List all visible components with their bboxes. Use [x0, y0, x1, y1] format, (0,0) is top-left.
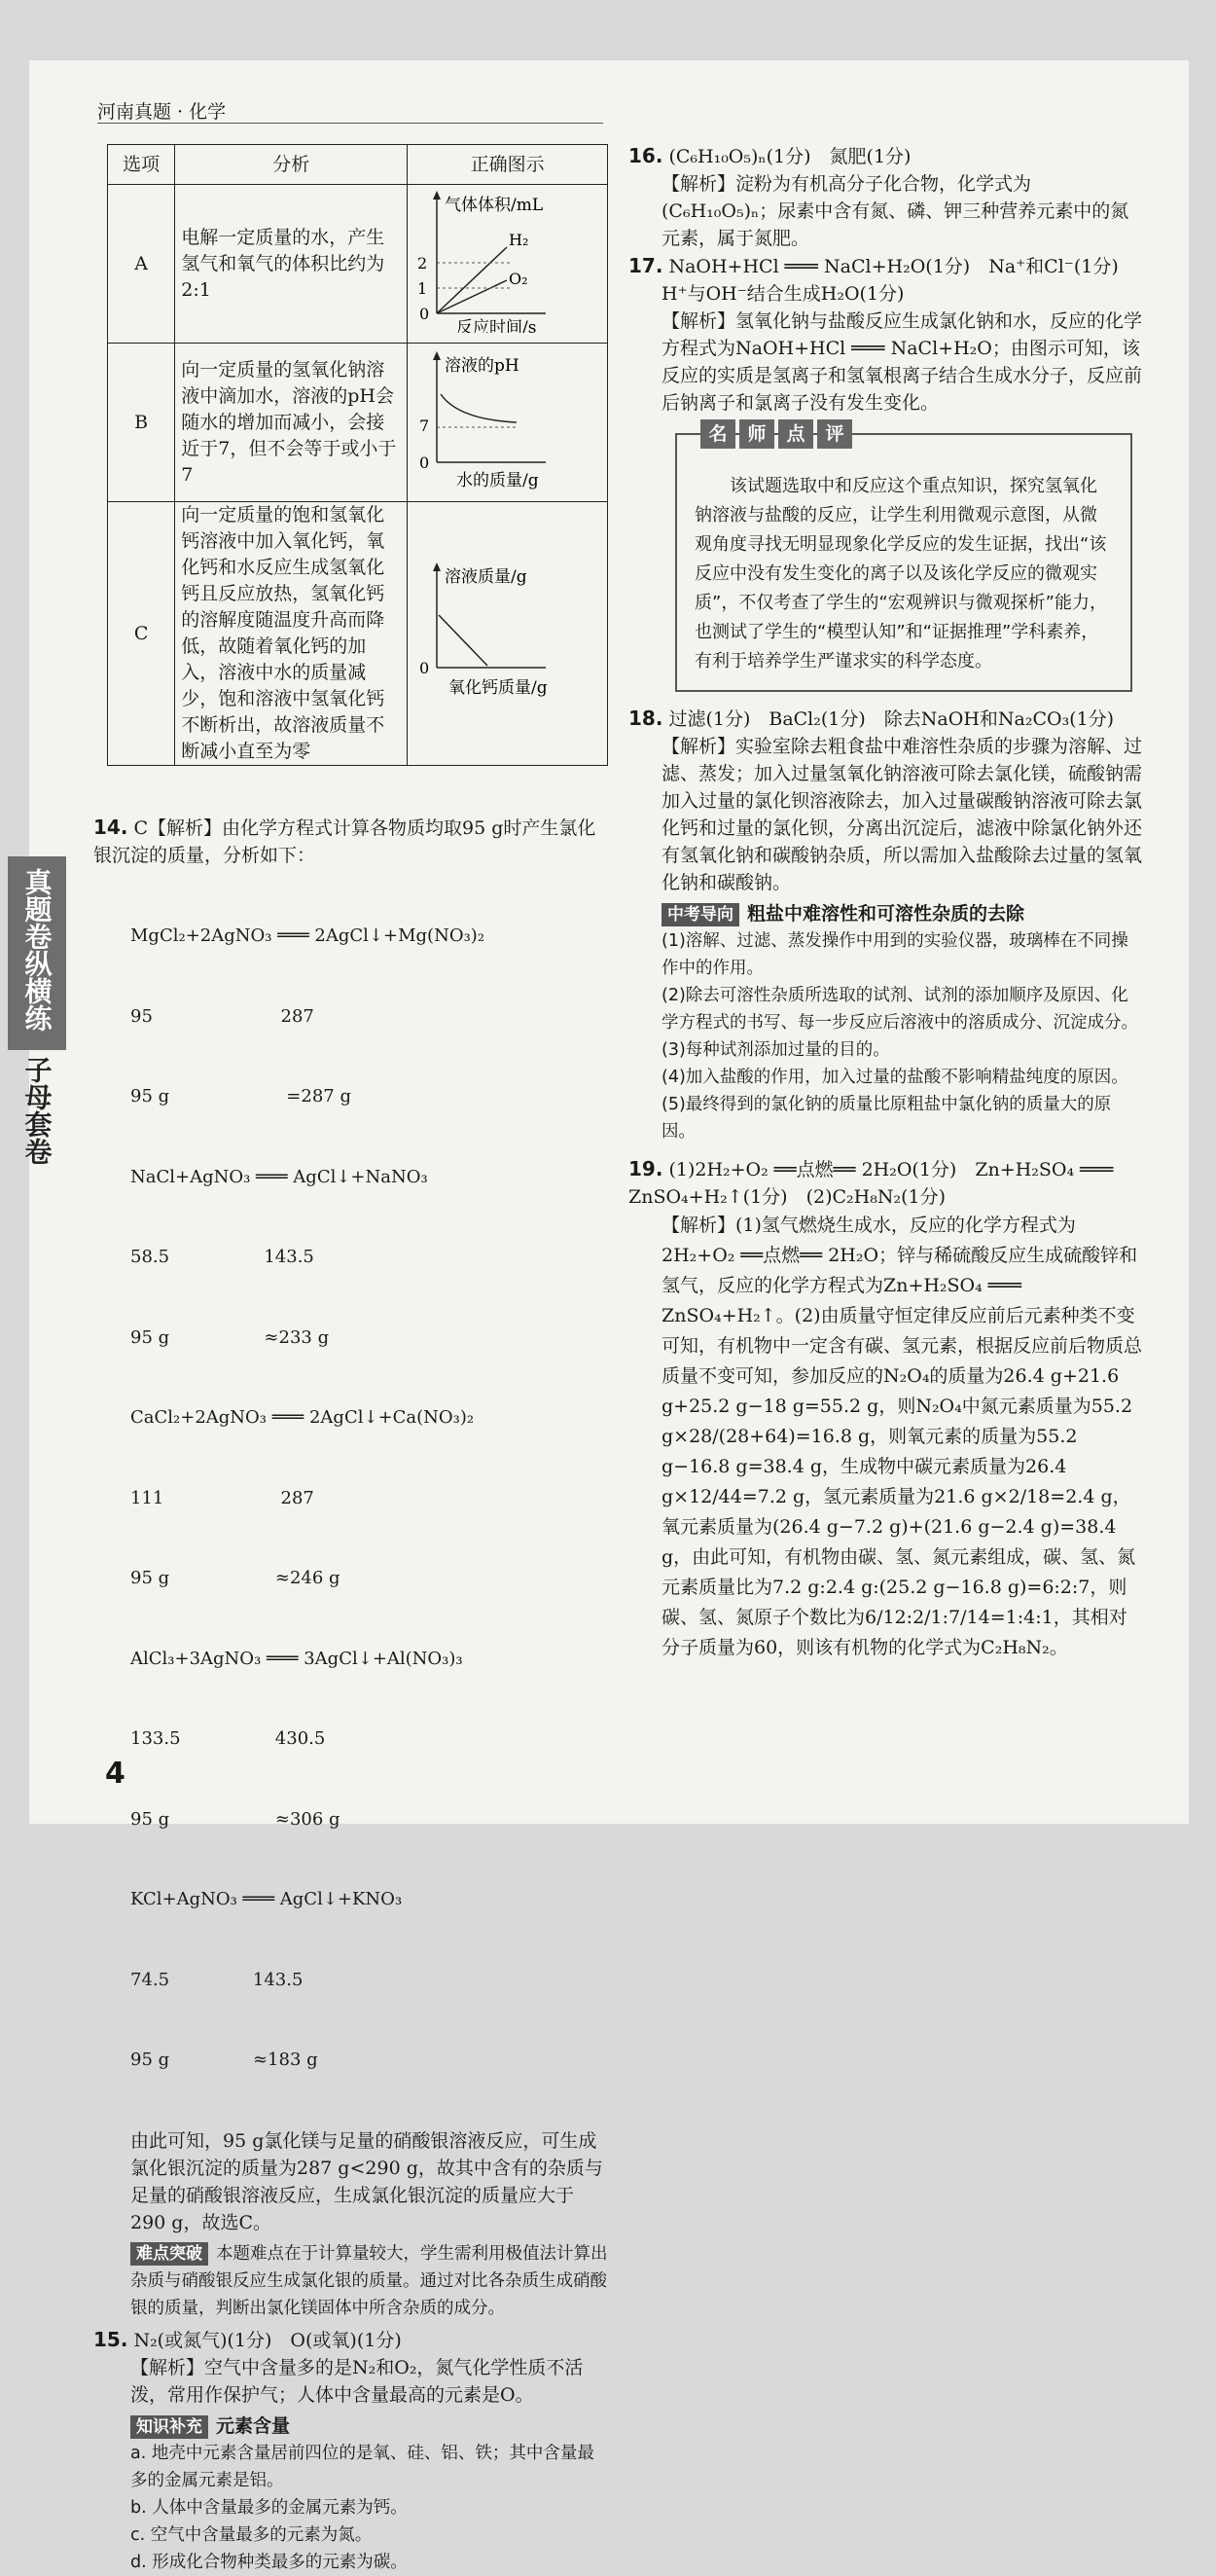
q17-number: 17. — [628, 254, 663, 277]
knowledge-title: 元素含量 — [216, 2414, 291, 2437]
graph-c-ylabel: 溶液质量/g — [445, 567, 527, 587]
q16-text: (C₆H₁₀O₅)ₙ(1分) 氮肥(1分) — [668, 146, 912, 167]
option-b: B — [108, 344, 175, 502]
exam-guide-tag: 中考导向 — [662, 903, 739, 926]
list-item: (3)每种试剂添加过量的目的。 — [662, 1040, 890, 1060]
graph-a-y2: 2 — [417, 254, 428, 272]
q19-text: (1)2H₂+O₂ ══点燃══ 2H₂O(1分) Zn+H₂SO₄ ═══ ZnSO₄+H₂↑(1分) (2)C₂H₈N₂(1分) — [628, 1159, 1114, 1208]
list-item: a. 地壳中元素含量居前四位的是氧、硅、铝、铁；其中含量最多的金属元素是铝。 — [130, 2443, 594, 2490]
q15-line — [93, 2326, 609, 2354]
title-char: 名 — [700, 419, 735, 449]
exam-guide-list — [628, 927, 1142, 1145]
th-option: 选项 — [108, 145, 175, 185]
analysis-a: 电解一定质量的水，产生氢气和氧气的体积比约为2:1 — [175, 185, 408, 344]
side-tab-series — [8, 856, 66, 1050]
eq-line: 111 287 — [130, 1487, 314, 1508]
exam-guide-title: 粗盐中难溶性和可溶性杂质的去除 — [747, 903, 1025, 925]
q15-explanation: 【解析】空气中含量多的是N₂和O₂，氮气化学性质不活泼，常用作保护气；人体中含量最高的元素是O。 — [130, 2356, 584, 2406]
graph-b-origin: 0 — [419, 454, 430, 472]
eq-line: KCl+AgNO₃ ═══ AgCl↓+KNO₃ — [130, 1889, 403, 1909]
title-char: 点 — [778, 419, 813, 449]
teacher-comment-title — [700, 419, 852, 449]
q16-explanation: 【解析】淀粉为有机高分子化合物，化学式为(C₆H₁₀O₅)ₙ；尿素中含有氮、磷、钾三种营养元素中的氮元素，属于氮肥。 — [662, 173, 1129, 249]
eq-line: 95 g ≈233 g — [130, 1326, 330, 1348]
eq-line: 95 g =287 g — [130, 1086, 351, 1107]
q18-explanation: 【解析】实验室除去粗食盐中难溶性杂质的步骤为溶解、过滤、蒸发；加入过量氢氧化钠溶液可除去氯化镁，硫酸钠需加入过量的氯化钡溶液除去，加入过量碳酸钠溶液可除去氯化钙和过量的氯化钡，分离出沉淀后，滤液中除氯化钠外还有氢氧化钠和碳酸钠杂质，所以需加入盐酸除去过量的氢氧化钠和碳酸钠。 — [662, 736, 1143, 893]
option-a: A — [108, 185, 175, 344]
title-char: 评 — [817, 419, 852, 449]
list-item: d. 形成化合物种类最多的元素为碳。 — [130, 2552, 408, 2572]
q15-text: N₂(或氮气)(1分) O(或氧)(1分) — [133, 2329, 402, 2351]
graph-a-y1: 1 — [417, 279, 428, 298]
difficulty-tag: 难点突破 — [130, 2242, 208, 2266]
side-tab-set — [8, 1056, 66, 1172]
th-analysis: 分析 — [175, 145, 408, 185]
teacher-comment-text: 该试题选取中和反应这个重点知识，探究氢氧化钠溶液与盐酸的反应，让学生利用微观示意图，从微观角度寻找无明显现象化学反应的发生证据，找出“该反应中没有发生变化的离子以及该化学反应的微观实质”，不仅考查了学生的“宏观辨识与微观探析”能力，也测试了学生的“模型认知”和“证据推理”学科素养，有利于培养学生严谨求实的科学态度。 — [695, 476, 1107, 671]
page-number: 4 — [105, 1757, 125, 1791]
header-divider — [97, 123, 603, 124]
eq-line: 95 g ≈246 g — [130, 1568, 340, 1588]
q14-conclusion: 由此可知，95 g氯化镁与足量的硝酸银溶液反应，可生成氯化银沉淀的质量为287 g<290 g，故其中含有的杂质与足量的硝酸银溶液反应，生成氯化银沉淀的质量应大于290 g，故选C。 — [130, 2129, 603, 2233]
graph-b-ylabel: 溶液的pH — [445, 356, 519, 376]
graph-b-xlabel: 水的质量/g — [456, 471, 539, 490]
q17-line — [628, 252, 1142, 280]
q14-text: C【解析】由化学方程式计算各物质均取95 g时产生氯化银沉淀的质量，分析如下： — [93, 817, 596, 866]
graph-c-cell — [408, 502, 608, 766]
list-item: (5)最终得到的氯化钠的质量比原粗盐中氯化钠的质量大的原因。 — [662, 1095, 1112, 1142]
teacher-comment-box — [675, 423, 1132, 692]
option-c: C — [108, 502, 175, 766]
list-item: (2)除去可溶性杂质所选取的试剂、试剂的添加顺序及原因、化学方程式的书写、每一步反应后溶液中的溶质成分、沉淀成分。 — [662, 986, 1138, 1033]
eq-line: 58.5 143.5 — [130, 1247, 314, 1267]
list-item: (1)溶解、过滤、蒸发操作中用到的实验仪器，玻璃棒在不同操作中的作用。 — [662, 931, 1128, 978]
eq-line: 95 g ≈306 g — [130, 1808, 340, 1830]
analysis-b: 向一定质量的氢氧化钠溶液中滴加水，溶液的pH会随水的增加而减小，会接近于7，但不会等于或小于7 — [175, 344, 408, 502]
page-header-title: 河南真题 · 化学 — [97, 101, 227, 123]
right-column-bottom — [628, 705, 1142, 1663]
graph-c — [410, 557, 600, 703]
exam-guide-heading — [628, 900, 1142, 927]
difficulty-note — [93, 2240, 609, 2322]
q14-equations — [93, 869, 609, 2127]
eq-line: 74.5 143.5 — [130, 1969, 304, 1990]
q17-text: NaOH+HCl ═══ NaCl+H₂O(1分) Na⁺和Cl⁻(1分) — [668, 256, 1119, 277]
graph-a-o2-line — [437, 280, 507, 313]
list-item: b. 人体中含量最多的金属元素为钙。 — [130, 2497, 408, 2518]
graph-b-cell — [408, 344, 608, 502]
q19-number: 19. — [628, 1157, 663, 1180]
graph-b-curve — [441, 394, 517, 422]
graph-a-h2-label: H₂ — [509, 231, 529, 249]
eq-line: 95 287 — [130, 1005, 314, 1027]
title-char: 师 — [739, 419, 774, 449]
graph-c-xlabel: 氧化钙质量/g — [448, 678, 548, 698]
eq-line: 133.5 430.5 — [130, 1728, 326, 1749]
q16-number: 16. — [628, 144, 663, 167]
q18-line — [628, 705, 1142, 733]
graph-a-xlabel: 反应时间/s — [456, 318, 537, 333]
q14-number: 14. — [93, 816, 128, 839]
difficulty-text: 本题难点在于计算量较大，学生需利用极值法计算出杂质与硝酸银反应生成氯化银的质量。通过对比各杂质生成硝酸银的质量，判断出氯化镁固体中所含杂质的成分。 — [130, 2243, 608, 2318]
q19-explanation: 【解析】(1)氢气燃烧生成水，反应的化学方程式为2H₂+O₂ ══点燃══ 2H₂O；锌与稀硫酸反应生成硫酸锌和氢气，反应的化学方程式为Zn+H₂SO₄ ═══ ZnSO₄+H₂↑。(2)由质量守恒定律反应前后元素种类不变可知，有机物中一定含有碳、氢元素，根据反应前后物质总质量不变可知，参加反应的N₂O₄的质量为26.4 g+21.6 g+25.2 g−18 g=55.2 g，则N₂O₄中氮元素质量为55.2 g×28/(28+64)=16.8 g，则氧元素的质量为55.2 g−16.8 g=38.4 g，生成物中碳元素质量为26.4 g×12/44=7.2 g，氢元素质量为21.6 g×2/18=2.4 g，氧元素质量为(26.4 g−7.2 g)+(21.6 g−2.4 g)=38.4 g，由此可知，有机物由碳、氢、氮元素组成，碳、氢、氮元素质量比为7.2 g:2.4 g:(25.2 g−16.8 g)=6:2:7，则碳、氢、氮原子个数比为6/12:2/1:7/14=1:4:1，其相对分子质量为60，则该有机物的化学式为C₂H₈N₂。 — [662, 1215, 1143, 1658]
options-table — [107, 144, 608, 766]
graph-a — [410, 187, 600, 333]
knowledge-heading — [93, 2413, 609, 2440]
graph-a-h2-line — [437, 247, 507, 313]
q14-line — [93, 814, 609, 869]
analysis-c: 向一定质量的饱和氢氧化钙溶液中加入氧化钙，氧化钙和水反应生成氢氧化钙且反应放热，氢氧化钙的溶解度随温度升高而降低，故随着氧化钙的加入，溶液中水的质量减少，饱和溶液中氢氧化钙不断析出，故溶液质量不断减小直至为零 — [175, 502, 408, 766]
graph-b-y7: 7 — [419, 417, 430, 435]
eq-line: MgCl₂+2AgNO₃ ═══ 2AgCl↓+Mg(NO₃)₂ — [130, 925, 485, 946]
knowledge-tag: 知识补充 — [130, 2415, 208, 2439]
graph-c-line — [439, 615, 487, 666]
eq-line: AlCl₃+3AgNO₃ ═══ 3AgCl↓+Al(NO₃)₃ — [130, 1648, 463, 1669]
side-tab-set-label: 子母套卷 — [20, 1056, 54, 1165]
side-tab-series-label: 真题卷纵横练 — [20, 868, 54, 1032]
right-column-top — [628, 142, 1142, 417]
eq-line: 95 g ≈183 g — [130, 2050, 318, 2070]
graph-c-origin: 0 — [419, 659, 430, 677]
list-item: (4)加入盐酸的作用，加入过量的盐酸不影响精盐纯度的原因。 — [662, 1068, 1128, 1087]
eq-line: CaCl₂+2AgNO₃ ═══ 2AgCl↓+Ca(NO₃)₂ — [130, 1407, 475, 1428]
left-column — [93, 814, 609, 2576]
graph-a-ylabel: 气体体积/mL — [445, 196, 544, 215]
knowledge-list — [93, 2440, 609, 2576]
graph-a-cell — [408, 185, 608, 344]
list-item: c. 空气中含量最多的元素为氮。 — [130, 2524, 373, 2545]
q15-number: 15. — [93, 2327, 128, 2351]
q19-line — [628, 1155, 1142, 1211]
graph-a-origin: 0 — [419, 305, 430, 323]
q18-text: 过滤(1分) BaCl₂(1分) 除去NaOH和Na₂CO₃(1分) — [668, 708, 1115, 730]
eq-line: NaCl+AgNO₃ ═══ AgCl↓+NaNO₃ — [130, 1166, 428, 1187]
q16-line — [628, 142, 1142, 170]
graph-a-o2-label: O₂ — [509, 270, 528, 288]
th-graph: 正确图示 — [408, 145, 608, 185]
q17-answer-b: H⁺与OH⁻结合生成H₂O(1分) — [662, 283, 905, 305]
graph-b — [410, 345, 600, 491]
q17-explanation: 【解析】氢氧化钠与盐酸反应生成氯化钠和水，反应的化学方程式为NaOH+HCl ═══ NaCl+H₂O；由图示可知，该反应的实质是氢离子和氢氧根离子结合生成水分子，反应前后钠离子和氯离子没有发生变化。 — [662, 310, 1143, 414]
q18-number: 18. — [628, 707, 663, 730]
